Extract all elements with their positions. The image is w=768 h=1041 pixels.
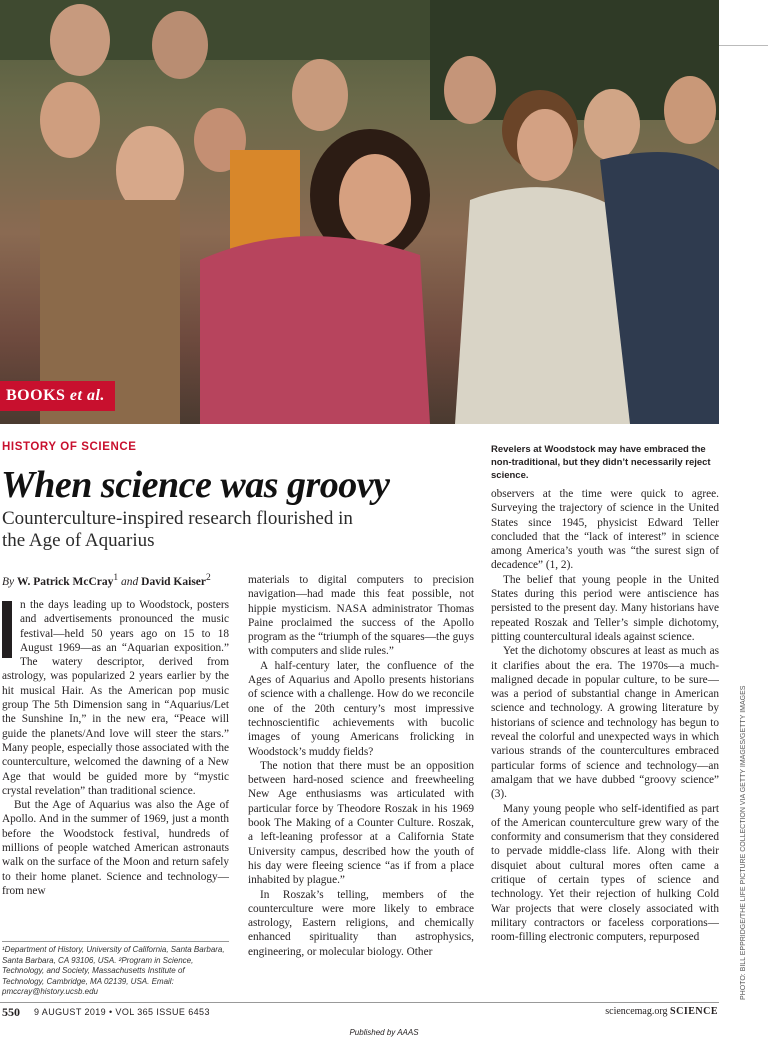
paragraph: In Roszak’s telling, members of the counterculture were more likely to embrace astrology, Eastern religions, and chemically enhanced spirituality than astrophysics, engineering, or molecular biology. Other — [248, 888, 474, 958]
section-tag-italic: et al. — [69, 387, 105, 404]
affiliations-footnote: ¹Department of History, University of California, Santa Barbara, Santa Barbara, CA 93106, USA. ²Program in Science, Technology, and Society, Massachusetts Institute of Technology, Cambridge, MA 02139, USA. Email: pmccray@history.ucsb.edu — [2, 945, 225, 996]
byline-and: and — [121, 575, 139, 588]
site-url[interactable]: sciencemag.org — [605, 1006, 668, 1017]
paragraph: Many young people who self-identified as part of the American counterculture grew wary of the conformity and consumerism that they considered to pervade middle-class life. Along with their disquiet about cultural mores often came a critique of certain types of science and technology. Yet their rejection of hulking Cold War projects that were closely associated with military contractors or faceless corporations—room-filling electronic computers, repurposed — [491, 802, 719, 944]
author-2-affil: 2 — [206, 572, 211, 583]
woodstock-photo — [0, 0, 719, 424]
paragraph: But the Age of Aquarius was also the Age of Apollo. And in the summer of 1969, just a month before the Woodstock festival, hundreds of millions of people watched American astronauts walk on the surface of the Moon and return safely to their home planet. Science and technology—from new — [2, 799, 229, 897]
paragraph: Yet the dichotomy obscures at least as much as it clarifies about the era. The 1970s—a much-maligned decade in popular culture, to be sure—was a period of substantial change in American science and technology. A growing literature by historians of science and technology has begun to reveal the colorful and unexpected ways in which various strands of the countercultures embraced particular forms of science and technology—an amalgam that we have dubbed “groovy science” (3). — [491, 645, 719, 801]
photo-caption: Revelers at Woodstock may have embraced the non-traditional, but they didn’t necessarily reject science. — [491, 444, 711, 481]
deck: Counterculture-inspired research flourished in the Age of Aquarius — [2, 508, 353, 551]
footnote-rule — [2, 941, 229, 942]
issue-info: 9 AUGUST 2019 • VOL 365 ISSUE 6453 — [34, 1007, 210, 1017]
headline: When science was groovy — [1, 464, 390, 506]
footer-rule — [0, 1002, 719, 1003]
section-tag — [0, 381, 115, 411]
drop-cap — [2, 601, 12, 658]
paragraph: n the days leading up to Woodstock, posters and advertisements pronounced the music festival—held 50 years ago on 15 to 18 August 1969—as an “Aquarian exposition.” The watery descriptor, derived from astrology, was popularized 2 years earlier by the hit musical Hair. As the American pop music group The 5th Dimension sang in “Aquarius/Let the Sunshine In,” in the new era, “Peace will guide the planets/And love will steer the stars.” Many people, especially those associated with the counterculture, welcomed the dawning of a New Age that would be guided more by “mystic crystal revelation” than traditional science. — [2, 599, 229, 797]
site-footer — [605, 1006, 718, 1017]
publisher-line: Published by AAAS — [349, 1028, 419, 1037]
paragraph: A half-century later, the confluence of the Ages of Aquarius and Apollo presents historians of science with a challenge. How do we reconcile one of the 20th century’s most impressive technoscientific achievements with bucolic images of young Americans frolicking in Woodstock’s muddy fields? — [248, 659, 474, 758]
photo-credit: PHOTO: BILL EPPRIDGE/THE LIFE PICTURE COLLECTION VIA GETTY IMAGES/GETTY IMAGES — [740, 685, 747, 1000]
body-column-1 — [2, 598, 229, 936]
byline — [2, 572, 232, 588]
section-tag-main: BOOKS — [6, 387, 66, 404]
paragraph: materials to digital computers to precision navigation—had made this feat possible, not hippie mysticism. NASA administrator Thomas Paine proclaimed the success of the Apollo program as the “triumph of the squares—the guys with computers and slide rules.” — [248, 574, 474, 658]
kicker: HISTORY OF SCIENCE — [2, 441, 137, 453]
page-number: 550 — [2, 1005, 20, 1019]
crowd-illustration — [0, 0, 719, 424]
paragraph: The belief that young people in the United States during this period were antiscience has persisted to the present day. Many historians have repeated Roszak and Teller’s simple dichotomy, pitting countercultural ideals against science. — [491, 573, 719, 643]
author-2: David Kaiser — [141, 575, 207, 588]
journal-name: SCIENCE — [670, 1006, 718, 1017]
paragraph: observers at the time were quick to agree. Surveying the trajectory of science in the United States since 1945, physicist Edward Teller concluded that the “lack of interest” in science among America’s youth was “the surest sign of decadence” (1, 2). — [491, 488, 719, 572]
body-column-3 — [491, 487, 719, 998]
author-1: W. Patrick McCray — [17, 575, 114, 588]
margin-rule — [719, 45, 768, 46]
paragraph: The notion that there must be an opposition between hard-nosed science and freewheeling New Age enthusiasms was articulated with particular force by Theodore Roszak in his 1969 book The Making of a Counter Culture. Roszak, a left-leaning professor at a California State University campus, described how the youth of his day were fleeing science “as if from a place inhabited by plague.” — [248, 759, 474, 887]
author-1-affil: 1 — [113, 572, 119, 583]
body-column-2 — [248, 573, 474, 997]
byline-by: By — [2, 575, 15, 588]
